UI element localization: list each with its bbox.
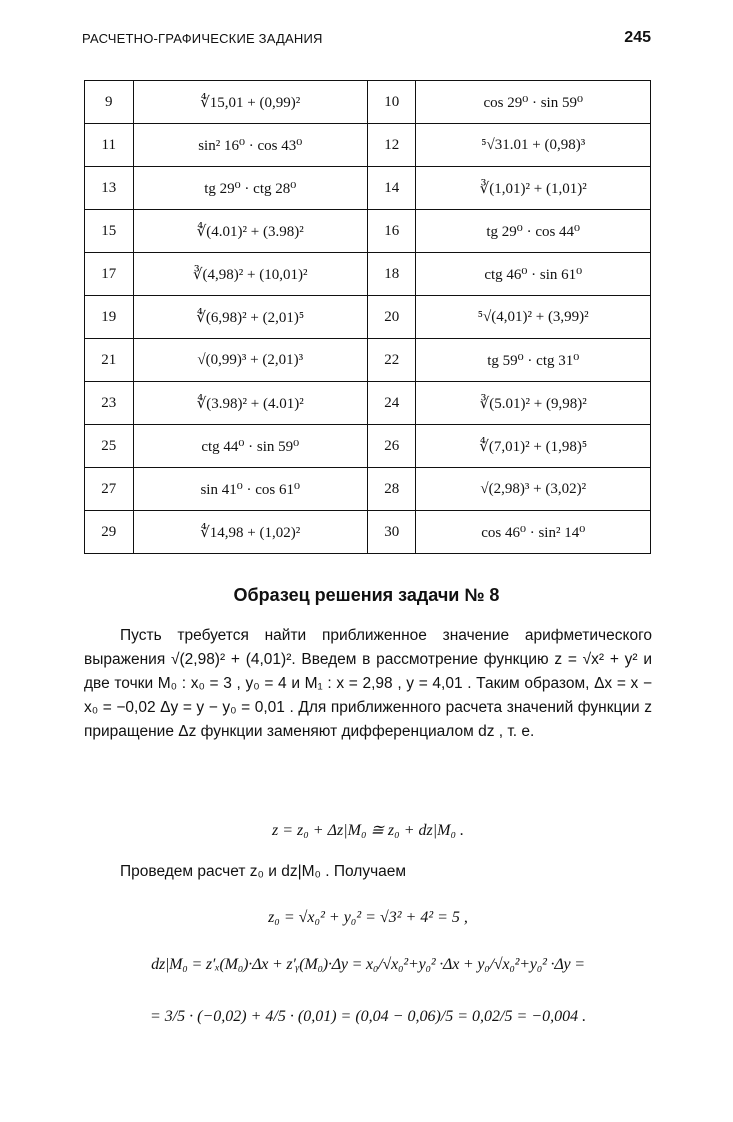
exercise-expression: sin 41⁰ · cos 61⁰ [133,468,367,511]
exercise-expression: ∜(7,01)² + (1,98)⁵ [416,425,651,468]
table-row [85,511,651,554]
exercise-number: 10 [367,81,416,124]
table-row [85,296,651,339]
exercise-number: 11 [85,124,134,167]
exercise-table-body [85,81,651,554]
exercise-expression: √(2,98)³ + (3,02)² [416,468,651,511]
table-row [85,468,651,511]
section-heading: Образец решения задачи № 8 [233,585,500,605]
compute-paragraph: Проведем расчет z₀ и dz|M₀ . Получаем [120,863,407,880]
intro-paragraph: Пусть требуется найти приближенное значение арифметического выражения √(2,98)² + (4,01)². Введем в рассмотрение функцию z = √x² + y² и две точки M₀ : x₀ = 3 , y₀ = 4 и M₁ : x = 2,98 , y = 4,01 . Таким образом, Δx = x − x₀ = −0,02 Δy = y − y₀ = 0,01 . Для приближенного расчета значений функции z приращение Δz функции заменяют дифференциалом dz , т. е. [84,627,652,740]
exercise-expression: ⁵√(4,01)² + (3,99)² [416,296,651,339]
exercise-expression: ∛(1,01)² + (1,01)² [416,167,651,210]
exercise-expression: ⁵√31.01 + (0,98)³ [416,124,651,167]
exercise-number: 12 [367,124,416,167]
exercise-expression: ctg 46⁰ · sin 61⁰ [416,253,651,296]
exercise-number: 24 [367,382,416,425]
exercise-number: 14 [367,167,416,210]
table-row [85,81,651,124]
formula-dz: dz|M₀ = z′ₓ(M₀)·Δx + z′ᵧ(M₀)·Δy = x₀/√x₀²+y₀² ·Δx + y₀/√x₀²+y₀² ·Δy = [151,956,585,973]
exercise-number: 9 [85,81,134,124]
exercise-expression: tg 59⁰ · ctg 31⁰ [416,339,651,382]
exercise-expression: sin² 16⁰ · cos 43⁰ [133,124,367,167]
exercise-expression: ∜14,98 + (1,02)² [133,511,367,554]
exercise-number: 26 [367,425,416,468]
exercise-expression: √(0,99)³ + (2,01)³ [133,339,367,382]
exercise-expression: ctg 44⁰ · sin 59⁰ [133,425,367,468]
exercise-number: 20 [367,296,416,339]
exercise-number: 19 [85,296,134,339]
table-row [85,253,651,296]
table-row [85,382,651,425]
exercise-expression: ∜15,01 + (0,99)² [133,81,367,124]
exercise-expression: ∛(5.01)² + (9,98)² [416,382,651,425]
table-row [85,425,651,468]
exercise-expression: ∛(4,98)² + (10,01)² [133,253,367,296]
page-number: 245 [624,29,651,46]
table-row [85,124,651,167]
exercise-number: 23 [85,382,134,425]
exercise-expression: ∜(4.01)² + (3.98)² [133,210,367,253]
exercise-expression: cos 46⁰ · sin² 14⁰ [416,511,651,554]
exercise-number: 18 [367,253,416,296]
exercise-expression: ∜(3.98)² + (4.01)² [133,382,367,425]
exercise-number: 15 [85,210,134,253]
page-header [82,26,651,50]
exercise-expression: cos 29⁰ · sin 59⁰ [416,81,651,124]
exercise-expression: tg 29⁰ · cos 44⁰ [416,210,651,253]
exercise-number: 21 [85,339,134,382]
formula-approximation: z = z₀ + Δz|M₀ ≅ z₀ + dz|M₀ . [271,822,465,839]
formula-z0: z₀ = √x₀² + y₀² = √3² + 4² = 5 , [268,909,468,926]
exercise-table [84,80,651,554]
table-row [85,339,651,382]
exercise-number: 13 [85,167,134,210]
exercise-number: 22 [367,339,416,382]
exercise-number: 25 [85,425,134,468]
exercise-number: 17 [85,253,134,296]
table-row [85,167,651,210]
table-row [85,210,651,253]
exercise-number: 27 [85,468,134,511]
exercise-number: 30 [367,511,416,554]
exercise-expression: tg 29⁰ · ctg 28⁰ [133,167,367,210]
exercise-number: 28 [367,468,416,511]
exercise-number: 16 [367,210,416,253]
running-title: РАСЧЕТНО-ГРАФИЧЕСКИЕ ЗАДАНИЯ [82,30,323,46]
exercise-expression: ∜(6,98)² + (2,01)⁵ [133,296,367,339]
formula-result: = 3/5 · (−0,02) + 4/5 · (0,01) = (0,04 − 0,06)/5 = 0,02/5 = −0,004 . [149,1008,587,1025]
exercise-number: 29 [85,511,134,554]
